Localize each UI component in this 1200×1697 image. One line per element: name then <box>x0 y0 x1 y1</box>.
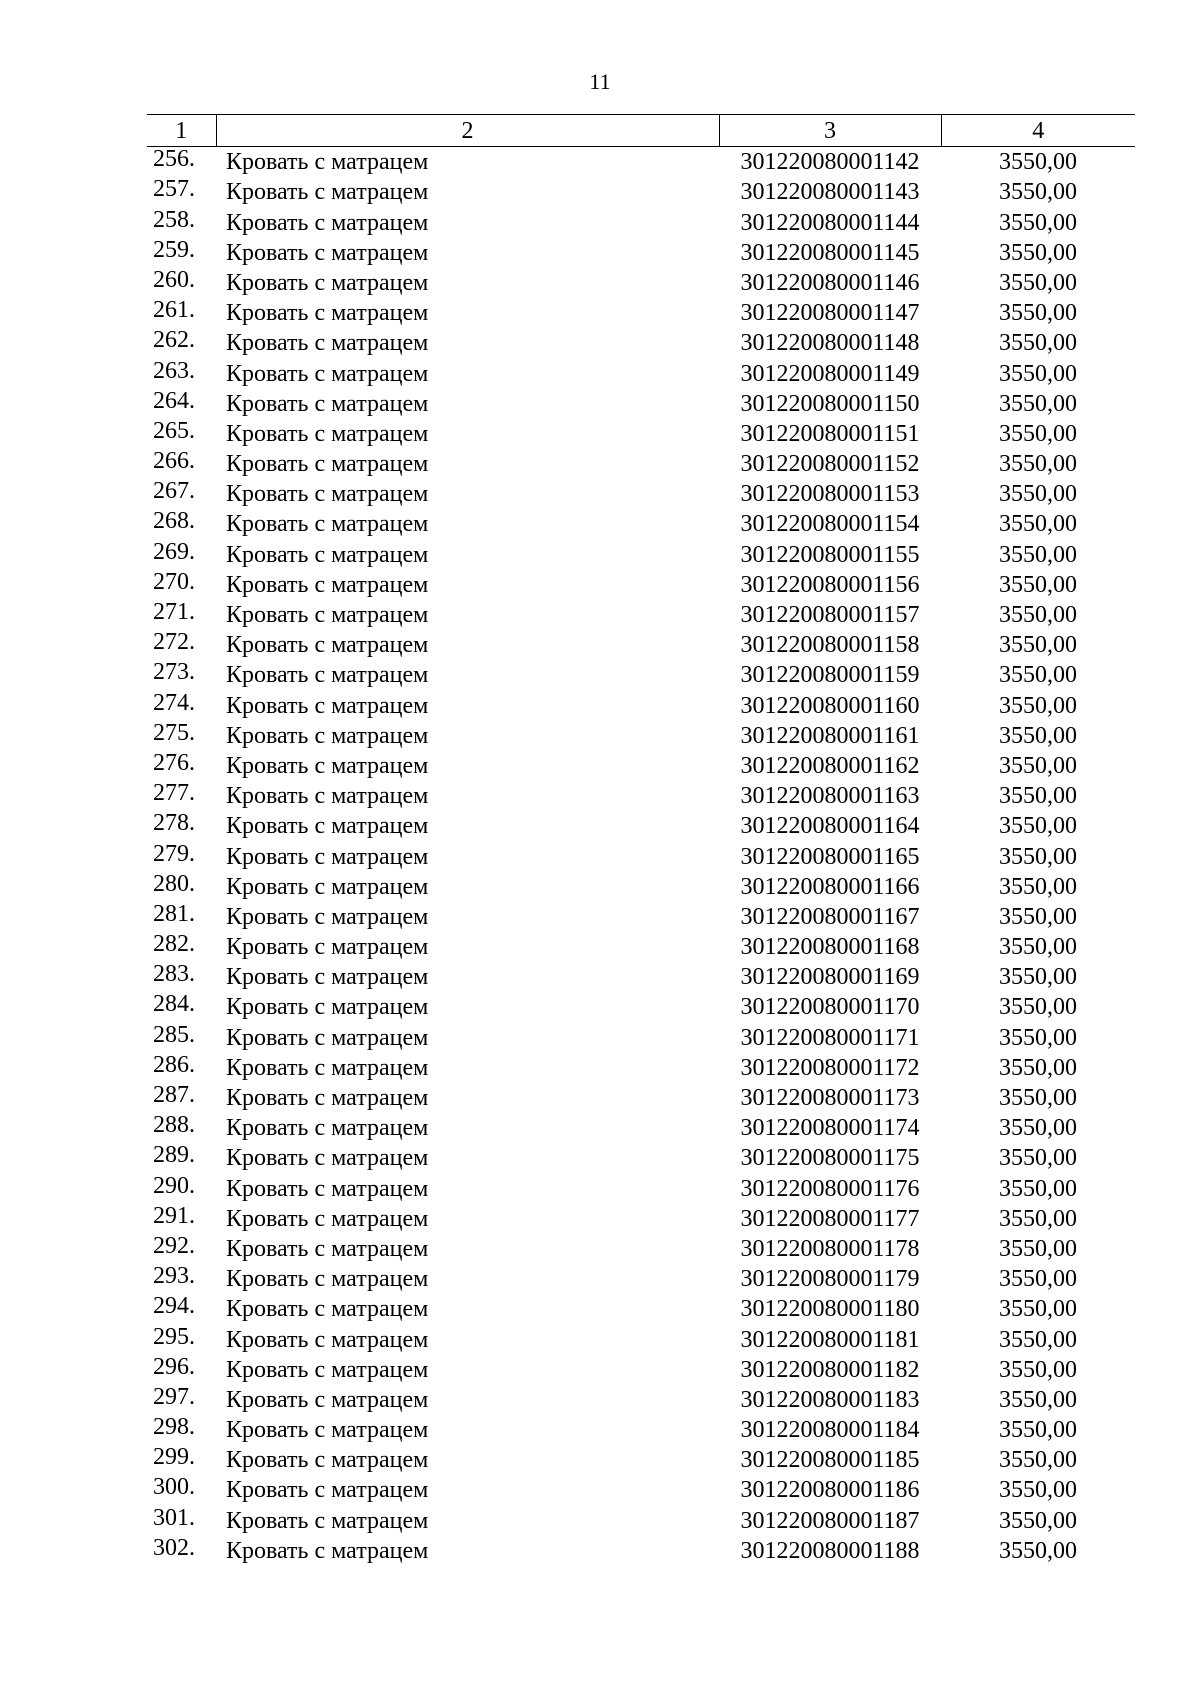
table-row <box>147 147 1135 178</box>
item-price: 3550,00 <box>999 179 1077 206</box>
item-name: Кровать с матрацем <box>226 239 429 266</box>
row-number: 276. <box>153 749 195 776</box>
inventory-code: 301220080001164 <box>740 813 920 840</box>
item-price: 3550,00 <box>999 602 1077 628</box>
item-price: 3550,00 <box>999 571 1077 598</box>
item-name: Кровать с матрацем <box>226 541 429 568</box>
inventory-code: 301220080001173 <box>740 1085 920 1111</box>
inventory-code: 301220080001147 <box>740 300 920 327</box>
table-row <box>147 1385 1135 1415</box>
item-price: 3550,00 <box>999 149 1077 176</box>
item-price: 3550,00 <box>999 420 1077 447</box>
table-body <box>147 147 1135 1566</box>
item-price: 3550,00 <box>999 481 1077 508</box>
table-row <box>147 509 1135 539</box>
table-row <box>147 1445 1135 1475</box>
item-name: Кровать с матрацем <box>226 149 429 176</box>
inventory-code: 301220080001151 <box>740 420 920 447</box>
item-price: 3550,00 <box>999 541 1077 568</box>
table-row <box>147 841 1135 871</box>
item-price: 3550,00 <box>999 1175 1077 1202</box>
row-number: 269. <box>153 538 195 565</box>
table-row <box>147 328 1135 358</box>
inventory-code: 301220080001157 <box>740 602 920 628</box>
row-number: 274. <box>153 689 195 716</box>
item-price: 3550,00 <box>999 1024 1077 1051</box>
inventory-code: 301220080001185 <box>740 1447 920 1474</box>
row-number: 263. <box>153 357 195 384</box>
table-row <box>147 1204 1135 1234</box>
item-name: Кровать с матрацем <box>226 1537 429 1564</box>
item-price: 3550,00 <box>999 692 1077 719</box>
item-price: 3550,00 <box>999 330 1077 357</box>
table-row <box>147 1475 1135 1505</box>
inventory-code: 301220080001143 <box>740 179 920 206</box>
inventory-code: 301220080001165 <box>740 843 920 870</box>
inventory-code: 301220080001187 <box>740 1507 920 1534</box>
table-row <box>147 781 1135 811</box>
item-name: Кровать с матрацем <box>226 511 429 538</box>
row-number: 259. <box>153 236 195 263</box>
item-name: Кровать с матрацем <box>226 1115 429 1142</box>
row-number: 300. <box>153 1474 195 1501</box>
table-row <box>147 298 1135 328</box>
item-price: 3550,00 <box>999 1507 1077 1534</box>
row-number: 278. <box>153 810 195 837</box>
item-name: Кровать с матрацем <box>226 1024 429 1051</box>
row-number: 290. <box>153 1172 195 1199</box>
item-name: Кровать с матрацем <box>226 903 429 930</box>
row-number: 262. <box>153 327 195 354</box>
item-price: 3550,00 <box>999 994 1077 1021</box>
item-name: Кровать с матрацем <box>226 722 429 749</box>
item-name: Кровать с матрацем <box>226 1447 429 1474</box>
item-name: Кровать с матрацем <box>226 209 429 236</box>
inventory-code: 301220080001170 <box>740 994 920 1021</box>
row-number: 286. <box>153 1051 195 1078</box>
inventory-code: 301220080001177 <box>740 1205 920 1232</box>
item-price: 3550,00 <box>999 239 1077 266</box>
row-number: 296. <box>153 1353 195 1380</box>
item-name: Кровать с матрацем <box>226 692 429 719</box>
item-name: Кровать с матрацем <box>226 330 429 357</box>
item-price: 3550,00 <box>999 451 1077 478</box>
item-price: 3550,00 <box>999 269 1077 296</box>
row-number: 256. <box>153 146 195 173</box>
row-number: 272. <box>153 629 195 656</box>
item-name: Кровать с матрацем <box>226 420 429 447</box>
inventory-code: 301220080001179 <box>740 1266 920 1293</box>
row-number: 291. <box>153 1202 195 1229</box>
row-number: 279. <box>153 840 195 867</box>
row-number: 283. <box>153 961 195 988</box>
inventory-code: 301220080001156 <box>740 571 920 598</box>
item-name: Кровать с матрацем <box>226 1266 429 1293</box>
item-price: 3550,00 <box>999 300 1077 327</box>
inventory-code: 301220080001182 <box>740 1356 920 1383</box>
table-row <box>147 238 1135 268</box>
table-row <box>147 1294 1135 1324</box>
row-number: 264. <box>153 387 195 414</box>
row-number: 289. <box>153 1142 195 1169</box>
row-number: 285. <box>153 1021 195 1048</box>
item-price: 3550,00 <box>999 783 1077 810</box>
item-name: Кровать с матрацем <box>226 752 429 779</box>
item-price: 3550,00 <box>999 813 1077 840</box>
item-price: 3550,00 <box>999 1417 1077 1444</box>
table-row <box>147 1415 1135 1445</box>
item-price: 3550,00 <box>999 964 1077 991</box>
row-number: 265. <box>153 417 195 444</box>
row-number: 270. <box>153 568 195 595</box>
item-name: Кровать с матрацем <box>226 269 429 296</box>
row-number: 261. <box>153 297 195 324</box>
row-number: 281. <box>153 900 195 927</box>
inventory-code: 301220080001186 <box>740 1477 920 1504</box>
column-header-1: 1 <box>147 115 216 147</box>
table-row <box>147 902 1135 932</box>
row-number: 295. <box>153 1323 195 1350</box>
table-row <box>147 660 1135 690</box>
item-name: Кровать с матрацем <box>226 964 429 991</box>
table-row <box>147 751 1135 781</box>
item-name: Кровать с матрацем <box>226 451 429 478</box>
item-name: Кровать с матрацем <box>226 1296 429 1323</box>
item-price: 3550,00 <box>999 903 1077 930</box>
row-number: 292. <box>153 1232 195 1259</box>
inventory-code: 301220080001155 <box>740 541 920 568</box>
item-price: 3550,00 <box>999 752 1077 779</box>
item-name: Кровать с матрацем <box>226 1205 429 1232</box>
inventory-code: 301220080001175 <box>740 1145 920 1172</box>
item-name: Кровать с матрацем <box>226 632 429 659</box>
item-name: Кровать с матрацем <box>226 1326 429 1353</box>
page-number: 11 <box>589 69 611 94</box>
table-row <box>147 690 1135 720</box>
item-name: Кровать с матрацем <box>226 1356 429 1383</box>
inventory-code: 301220080001144 <box>740 209 920 236</box>
item-name: Кровать с матрацем <box>226 179 429 206</box>
row-number: 275. <box>153 719 195 746</box>
item-price: 3550,00 <box>999 873 1077 900</box>
table-row <box>147 962 1135 992</box>
inventory-code: 301220080001188 <box>740 1537 920 1564</box>
item-name: Кровать с матрацем <box>226 1235 429 1262</box>
item-price: 3550,00 <box>999 843 1077 870</box>
item-price: 3550,00 <box>999 1235 1077 1262</box>
table-row <box>147 630 1135 660</box>
inventory-code: 301220080001168 <box>740 934 920 961</box>
inventory-code: 301220080001184 <box>740 1417 920 1444</box>
item-price: 3550,00 <box>999 1477 1077 1504</box>
table-row <box>147 992 1135 1022</box>
header-row <box>147 115 1135 147</box>
item-price: 3550,00 <box>999 722 1077 749</box>
row-number: 266. <box>153 448 195 475</box>
row-number: 257. <box>153 176 195 203</box>
item-name: Кровать с матрацем <box>226 662 429 689</box>
inventory-code: 301220080001180 <box>740 1296 920 1323</box>
row-number: 273. <box>153 659 195 686</box>
table-row <box>147 1113 1135 1143</box>
row-number: 287. <box>153 1082 195 1108</box>
inventory-code: 301220080001149 <box>740 360 920 387</box>
inventory-code: 301220080001174 <box>740 1115 920 1142</box>
inventory-code: 301220080001152 <box>740 451 920 478</box>
inventory-code: 301220080001148 <box>740 330 920 357</box>
item-name: Кровать с матрацем <box>226 602 429 628</box>
table-row <box>147 1143 1135 1173</box>
inventory-code: 301220080001172 <box>740 1054 920 1081</box>
table-row <box>147 1355 1135 1385</box>
table-row <box>147 600 1135 630</box>
table-row <box>147 1053 1135 1083</box>
table-row <box>147 358 1135 388</box>
column-header-3: 3 <box>719 115 941 147</box>
row-number: 277. <box>153 780 195 807</box>
row-number: 297. <box>153 1383 195 1410</box>
inventory-code: 301220080001181 <box>740 1326 920 1353</box>
inventory-code: 301220080001162 <box>740 752 920 779</box>
inventory-table <box>147 114 1135 1566</box>
item-price: 3550,00 <box>999 934 1077 961</box>
row-number: 280. <box>153 870 195 897</box>
row-number: 268. <box>153 508 195 535</box>
table-row <box>147 1234 1135 1264</box>
item-price: 3550,00 <box>999 1356 1077 1383</box>
table-header <box>147 115 1135 147</box>
item-price: 3550,00 <box>999 1205 1077 1232</box>
item-name: Кровать с матрацем <box>226 360 429 387</box>
table-row <box>147 1022 1135 1052</box>
column-header-2: 2 <box>216 115 719 147</box>
table-row <box>147 479 1135 509</box>
inventory-code: 301220080001176 <box>740 1175 920 1202</box>
inventory-code: 301220080001145 <box>740 239 920 266</box>
table-row <box>147 932 1135 962</box>
table-row <box>147 1083 1135 1113</box>
column-header-4: 4 <box>941 115 1135 147</box>
item-name: Кровать с матрацем <box>226 1507 429 1534</box>
item-price: 3550,00 <box>999 360 1077 387</box>
item-name: Кровать с матрацем <box>226 1175 429 1202</box>
item-name: Кровать с матрацем <box>226 481 429 508</box>
item-name: Кровать с матрацем <box>226 783 429 810</box>
item-price: 3550,00 <box>999 1266 1077 1293</box>
row-number: 299. <box>153 1444 195 1471</box>
inventory-code: 301220080001158 <box>740 632 920 659</box>
item-name: Кровать с матрацем <box>226 1145 429 1172</box>
table-row <box>147 449 1135 479</box>
item-name: Кровать с матрацем <box>226 994 429 1021</box>
item-price: 3550,00 <box>999 1326 1077 1353</box>
row-number: 294. <box>153 1293 195 1320</box>
table-row <box>147 811 1135 841</box>
table-row <box>147 1324 1135 1354</box>
row-number: 282. <box>153 931 195 958</box>
item-price: 3550,00 <box>999 390 1077 417</box>
table-row <box>147 1536 1135 1566</box>
item-price: 3550,00 <box>999 511 1077 538</box>
table-row <box>147 721 1135 751</box>
table-row <box>147 1173 1135 1203</box>
inventory-code: 301220080001153 <box>740 481 920 508</box>
table-row <box>147 872 1135 902</box>
inventory-code: 301220080001150 <box>740 390 920 417</box>
inventory-code: 301220080001154 <box>740 511 920 538</box>
inventory-code: 301220080001159 <box>740 662 920 689</box>
inventory-code: 301220080001146 <box>740 269 920 296</box>
item-price: 3550,00 <box>999 632 1077 659</box>
item-name: Кровать с матрацем <box>226 1477 429 1504</box>
item-price: 3550,00 <box>999 1296 1077 1323</box>
inventory-code: 301220080001161 <box>740 722 920 749</box>
item-price: 3550,00 <box>999 1054 1077 1081</box>
item-price: 3550,00 <box>999 662 1077 689</box>
table-row <box>147 177 1135 207</box>
item-price: 3550,00 <box>999 1447 1077 1474</box>
row-number: 284. <box>153 991 195 1018</box>
item-price: 3550,00 <box>999 209 1077 236</box>
table-row <box>147 389 1135 419</box>
item-price: 3550,00 <box>999 1145 1077 1172</box>
table-row <box>147 1505 1135 1535</box>
item-name: Кровать с матрацем <box>226 1085 429 1111</box>
row-number: 293. <box>153 1263 195 1290</box>
item-name: Кровать с матрацем <box>226 1386 429 1413</box>
row-number: 271. <box>153 599 195 625</box>
inventory-code: 301220080001142 <box>740 149 920 176</box>
inventory-code: 301220080001183 <box>740 1386 920 1413</box>
row-number: 267. <box>153 478 195 505</box>
table-row <box>147 419 1135 449</box>
item-name: Кровать с матрацем <box>226 1054 429 1081</box>
inventory-code: 301220080001167 <box>740 903 920 930</box>
table-row <box>147 570 1135 600</box>
item-name: Кровать с матрацем <box>226 390 429 417</box>
inventory-code: 301220080001163 <box>740 783 920 810</box>
item-name: Кровать с матрацем <box>226 300 429 327</box>
inventory-code: 301220080001178 <box>740 1235 920 1262</box>
item-name: Кровать с матрацем <box>226 813 429 840</box>
item-name: Кровать с матрацем <box>226 934 429 961</box>
table-row <box>147 1264 1135 1294</box>
item-name: Кровать с матрацем <box>226 571 429 598</box>
row-number: 302. <box>153 1534 195 1561</box>
table-row <box>147 207 1135 237</box>
inventory-code: 301220080001169 <box>740 964 920 991</box>
inventory-code: 301220080001171 <box>740 1024 920 1051</box>
item-name: Кровать с матрацем <box>226 843 429 870</box>
table-row <box>147 268 1135 298</box>
row-number: 301. <box>153 1504 195 1531</box>
row-number: 298. <box>153 1414 195 1441</box>
row-number: 260. <box>153 266 195 293</box>
item-price: 3550,00 <box>999 1115 1077 1142</box>
inventory-code: 301220080001166 <box>740 873 920 900</box>
row-number: 258. <box>153 206 195 233</box>
item-price: 3550,00 <box>999 1537 1077 1564</box>
item-name: Кровать с матрацем <box>226 1417 429 1444</box>
item-price: 3550,00 <box>999 1085 1077 1111</box>
table-row <box>147 539 1135 569</box>
row-number: 288. <box>153 1112 195 1139</box>
item-price: 3550,00 <box>999 1386 1077 1413</box>
inventory-code: 301220080001160 <box>740 692 920 719</box>
item-name: Кровать с матрацем <box>226 873 429 900</box>
